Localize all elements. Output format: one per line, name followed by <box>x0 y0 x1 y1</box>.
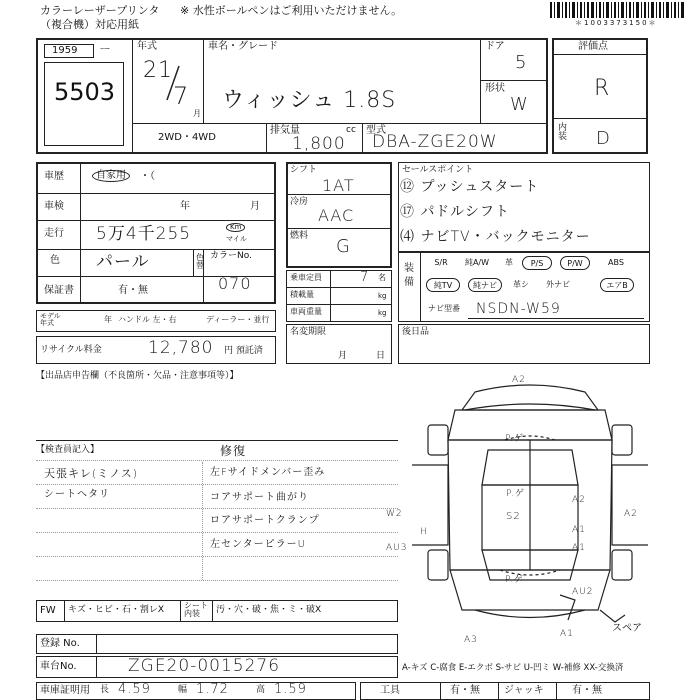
color-change-label: 色替 <box>196 253 204 270</box>
shape-label: 形状 <box>485 83 505 94</box>
color-no-value: 070 <box>218 274 252 293</box>
mark-a1-left: A1 <box>572 543 586 553</box>
equip-leather: 革 <box>505 258 513 267</box>
expiry-label: 名変期限 <box>290 327 327 337</box>
month-value: 7 <box>173 82 190 110</box>
ac-label: 冷房 <box>290 197 309 207</box>
color-label: 色 <box>50 255 60 266</box>
equipment-label: 装備 <box>404 263 414 288</box>
later-items-label: 後日品 <box>402 327 430 337</box>
recycle-unit: 円 預託済 <box>224 346 263 356</box>
score-label: 評価点 <box>578 41 608 52</box>
fuel-value: G <box>336 236 351 257</box>
inspector-note-2: シートヘタリ <box>44 489 110 500</box>
displacement-label: 排気量 <box>270 125 300 136</box>
spare-label: スペア <box>612 623 642 634</box>
fw-label: FW <box>40 605 56 616</box>
drive-label: 2WD・4WD <box>158 132 216 143</box>
load-label: 積載量 <box>290 290 314 299</box>
seat-value: 汚・穴・破・焦・ミ・破X <box>216 605 322 615</box>
chassis-value: ZGE20-0015276 <box>128 656 281 676</box>
weight-unit: kg <box>378 309 387 317</box>
mileage-unit-mile: マイル <box>226 235 247 243</box>
color-no-label: カラーNo. <box>210 251 252 261</box>
doors-value: 5 <box>515 52 528 73</box>
name-value: ウィッシュ 1.8S <box>222 88 397 113</box>
lot-number: 5503 <box>54 78 116 106</box>
recycle-value: 12,780 <box>148 338 214 358</box>
mark-au3: AU3 <box>386 543 408 553</box>
mark-a2-side: A2 <box>624 509 638 519</box>
mark-pg-rear: P.ゲ <box>505 575 524 585</box>
capacity-label: 乗車定員 <box>290 273 322 282</box>
model-value: DBA-ZGE20W <box>372 132 498 152</box>
color-value: パール <box>96 252 150 272</box>
mark-h: H <box>420 527 428 537</box>
recycle-label: リサイクル料金 <box>40 345 102 355</box>
sales-point-1: ⑫ プッシュスタート <box>400 179 540 195</box>
sales-points-label: セールスポイント <box>402 165 474 175</box>
expiry-month: 月 <box>338 351 348 361</box>
month-unit: 月 <box>193 109 201 118</box>
capacity-value: 7 <box>360 270 370 285</box>
shift-label: シフト <box>290 165 318 175</box>
model-label: 型式 <box>366 125 386 136</box>
equip-tv: 純TV <box>426 278 460 292</box>
sales-point-2: ⑰ パドルシフト <box>400 204 510 220</box>
car-damage-diagram <box>400 370 660 640</box>
score-value: R <box>594 76 611 101</box>
name-label: 車名・グレード <box>208 41 278 52</box>
registration-label: 登録 No. <box>40 638 80 649</box>
cert-height-label: 高 <box>256 685 266 695</box>
cert-length-label: 長 <box>100 685 110 695</box>
inspector-note-1: 天張キレ(ミノス) <box>44 467 139 480</box>
lot-code: 1959 <box>52 45 78 56</box>
fuel-label: 燃料 <box>290 231 309 241</box>
barcode-text: ＊1003373150＊ <box>575 19 658 27</box>
mileage-value: 5万4千255 <box>96 224 192 244</box>
year-label: 年式 <box>137 41 157 52</box>
later-items-box <box>398 324 650 364</box>
navi-value: NSDN-W59 <box>476 301 561 317</box>
mileage-unit-km: Km <box>226 223 245 232</box>
repair-label: 修復 <box>220 444 247 458</box>
displacement-unit: cc <box>346 125 356 135</box>
header-line2: （複合機）対応用紙 <box>40 18 139 31</box>
cert-width: 1.72 <box>196 682 229 697</box>
model-change-label: モデル年式 <box>40 312 61 327</box>
inspector-label: 【検査員記入】 <box>36 445 100 455</box>
cert-label: 車庫証明用 <box>40 685 90 696</box>
equip-abs: ABS <box>608 258 624 267</box>
repair-note-3: ロアサポートクランプ <box>210 515 320 526</box>
interior-label: 内装 <box>558 123 568 142</box>
inspection-label: 車検 <box>44 201 64 212</box>
warranty-value: 有・無 <box>118 285 148 296</box>
warranty-label: 保証書 <box>44 285 74 296</box>
mileage-label: 走行 <box>44 228 64 239</box>
mark-pg-front: P.ゲ <box>505 434 524 444</box>
model-change-handle: ハンドル 左・右 <box>118 315 177 324</box>
shape-value: W <box>510 94 529 115</box>
equip-ps: P/S <box>522 256 552 270</box>
mark-a2-top: A2 <box>512 375 526 385</box>
seat-label: シート内装 <box>184 601 208 618</box>
lot-code-suffix: ㅡ <box>100 45 110 56</box>
history-label: 車歴 <box>44 171 64 182</box>
expiry-day: 日 <box>376 351 386 361</box>
tools-value: 有・無 <box>450 685 480 696</box>
mark-au2: AU2 <box>572 587 594 597</box>
equip-airbag: エアB <box>600 278 634 292</box>
mark-s2: S2 <box>506 511 521 522</box>
inspection-month: 月 <box>250 201 260 212</box>
legend: A-キズ C-腐食 E-エクボ S-サビ U-凹ミ W-補修 XX-交換済 <box>402 663 624 673</box>
capacity-unit: 名 <box>378 273 386 282</box>
cert-height: 1.59 <box>274 682 307 697</box>
equip-sr: S/R <box>434 258 448 267</box>
shift-value: 1AT <box>322 176 355 195</box>
mark-pg-roof: P.ゲ <box>506 489 525 499</box>
mark-a1-bottom: A1 <box>560 629 574 639</box>
chassis-label: 車台No. <box>40 661 77 672</box>
cert-length: 4.59 <box>118 682 151 697</box>
fw-value: キズ・ヒビ・石・割レX <box>68 605 164 615</box>
model-change-year: 年 <box>104 315 112 324</box>
cert-width-label: 幅 <box>178 685 188 695</box>
doors-label: ドア <box>485 41 505 52</box>
history-dot: ・（ <box>140 171 155 182</box>
sales-point-3: ⑷ ナビTV・バックモニター <box>400 229 591 245</box>
mark-a1-right: A1 <box>572 525 586 535</box>
repair-note-1: 左Fサイドメンバー歪み <box>210 467 326 478</box>
equip-navi: 純ナビ <box>468 278 502 292</box>
year-value: 21 <box>143 58 173 83</box>
mark-w2: W2 <box>386 509 403 519</box>
equip-ext-navi: 外ナビ <box>546 280 570 289</box>
history-circled: 自家用 <box>92 170 130 182</box>
mark-a3: A3 <box>464 635 478 645</box>
header-notice: ※ 水性ボールペンはご利用いただけません。 <box>180 4 403 17</box>
equip-alloy: 純A/W <box>464 258 490 267</box>
registration-row <box>36 634 398 654</box>
navi-label: ナビ型番 <box>428 304 460 313</box>
weight-label: 車両重量 <box>290 307 322 316</box>
ac-value: AAC <box>318 206 355 225</box>
repair-note-4: 左センターピラーU <box>210 539 306 550</box>
model-change-dealer: ディーラー・並行 <box>206 315 270 324</box>
jack-value: 有・無 <box>572 685 602 696</box>
header-line1: カラーレーザープリンタ <box>40 4 160 17</box>
repair-note-2: コアサポート曲がり <box>210 492 309 503</box>
load-unit: kg <box>378 292 387 300</box>
inspection-year: 年 <box>180 201 190 212</box>
displacement-value: 1,800 <box>292 134 346 154</box>
tools-label: 工具 <box>380 685 400 696</box>
jack-label: ジャッキ <box>504 685 544 696</box>
year-slash <box>163 64 183 104</box>
mark-a2-right: A2 <box>572 495 586 505</box>
equip-pw: P/W <box>560 256 590 270</box>
defect-label: 【出品店申告欄（不良箇所・欠品・注意事項等）】 <box>36 371 239 381</box>
interior-value: D <box>596 128 611 149</box>
barcode <box>550 2 690 18</box>
equip-leather-seat: 革シ <box>513 280 529 289</box>
